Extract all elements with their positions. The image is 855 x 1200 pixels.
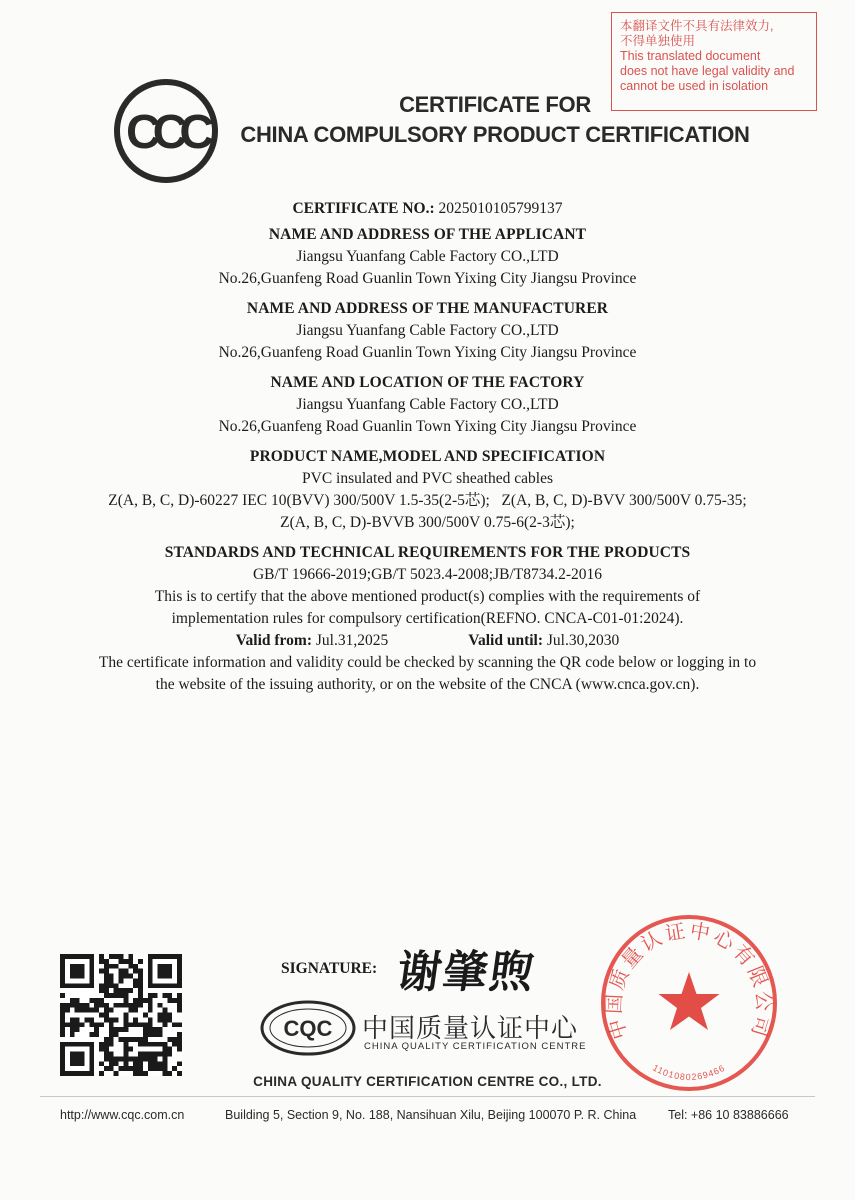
manufacturer-address: No.26,Guanfeng Road Guanlin Town Yixing City Jiangsu Province [218,344,637,361]
factory-heading: NAME AND LOCATION OF THE FACTORY [270,374,585,391]
cqc-name-chinese: 中国质量认证中心 [362,1014,579,1044]
qr-code[interactable] [60,954,182,1076]
cqc-name-english: CHINA QUALITY CERTIFICATION CENTRE [364,1041,587,1052]
seal-star-icon [659,972,720,1030]
footer-telephone: Tel: +86 10 83886666 [668,1108,789,1122]
factory-address: No.26,Guanfeng Road Guanlin Town Yixing City Jiangsu Province [218,418,637,435]
certificate-title [230,90,760,150]
valid-until-value: Jul.30,2030 [546,632,620,649]
product-name: PVC insulated and PVC sheathed cables [302,470,553,487]
official-red-seal [598,912,780,1094]
product-spec-line: Z(A, B, C, D)-BVVB 300/500V 0.75-6(2-3芯); [280,514,575,531]
manufacturer-heading: NAME AND ADDRESS OF THE MANUFACTURER [246,300,609,317]
applicant-address: No.26,Guanfeng Road Guanlin Town Yixing City Jiangsu Province [218,270,637,287]
ccc-logo-text: CCC [126,106,206,159]
issuer-name: CHINA QUALITY CERTIFICATION CENTRE CO., LTD. [253,1074,602,1089]
handwritten-signature: 谢肇煦 [393,947,539,998]
cqc-logo-icon [258,998,358,1058]
disclaimer-line: does not have legal validity and [620,64,795,78]
disclaimer-line: cannot be used in isolation [620,79,769,93]
footer-divider [40,1096,815,1097]
certificate-number-value: 2025010105799137 [438,200,563,217]
manufacturer-name: Jiangsu Yuanfang Cable Factory CO.,LTD [296,322,559,339]
footer-address: Building 5, Section 9, No. 188, Nansihuan Xilu, Beijing 100070 P. R. China [225,1108,637,1122]
product-section [30,446,825,534]
valid-from-value: Jul.31,2025 [315,632,389,649]
validity-row [30,630,825,652]
valid-from-label: Valid from: [235,632,312,649]
manufacturer-section [30,298,825,364]
disclaimer-line: This translated document [620,49,761,63]
certify-statement-line: This is to certify that the above mentioned product(s) complies with the requirements of [154,588,701,605]
certificate-number-label: CERTIFICATE NO.: [292,200,435,217]
disclaimer-line: 不得单独使用 [620,34,696,48]
check-note-line: The certificate information and validity could be checked by scanning the QR code below or logging in to [98,654,757,671]
applicant-section [30,224,825,290]
standards-heading: STANDARDS AND TECHNICAL REQUIREMENTS FOR THE PRODUCTS [164,544,691,561]
signature-label: SIGNATURE: [281,960,378,977]
cqc-logo-text: CQC [283,1016,333,1041]
applicant-name: Jiangsu Yuanfang Cable Factory CO.,LTD [296,248,559,265]
certificate-body [30,198,825,696]
standards-section [30,542,825,696]
valid-from [236,630,388,652]
seal-text: 中国质量认证中心有限公司 [601,918,777,1043]
footer-website-link[interactable]: http://www.cqc.com.cn [60,1108,185,1122]
standards-list: GB/T 19666-2019;GB/T 5023.4-2008;JB/T8734.2-2016 [252,566,603,583]
product-spec-line: Z(A, B, C, D)-60227 IEC 10(BVV) 300/500V 1.5-35(2-5芯); Z(A, B, C, D)-BVV 300/500V 0.75-35; [108,492,747,509]
applicant-heading: NAME AND ADDRESS OF THE APPLICANT [268,226,587,243]
title-line-1: CERTIFICATE FOR [399,92,591,117]
certify-statement-line: implementation rules for compulsory certification(REFNO. CNCA-C01-01:2024). [171,610,684,627]
factory-name: Jiangsu Yuanfang Cable Factory CO.,LTD [296,396,559,413]
valid-until-label: Valid until: [468,632,544,649]
disclaimer-line: 本翻译文件不具有法律效力, [620,19,774,33]
valid-until [468,630,619,652]
title-line-2: CHINA COMPULSORY PRODUCT CERTIFICATION [240,122,750,147]
ccc-logo-icon [113,78,219,184]
seal-number: 1101080269466 [651,1062,727,1083]
product-heading: PRODUCT NAME,MODEL AND SPECIFICATION [249,448,606,465]
certificate-number-row [30,198,825,220]
check-note-line: the website of the issuing authority, or on the website of the CNCA (www.cnca.gov.cn). [155,676,700,693]
factory-section [30,372,825,438]
